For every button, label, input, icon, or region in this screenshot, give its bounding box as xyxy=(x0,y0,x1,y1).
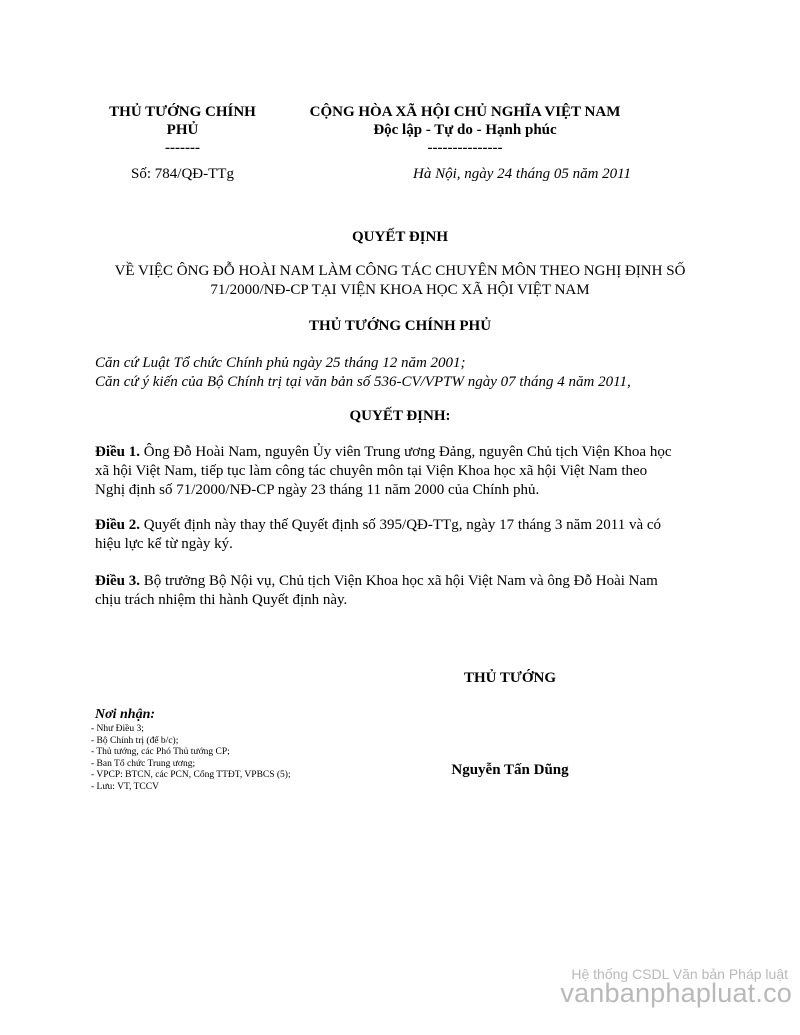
article-2-line-1: Quyết định này thay thế Quyết định số 395/QĐ-TTg, ngày 17 tháng 3 năm 2011 và có xyxy=(143,517,662,533)
document-subject xyxy=(80,262,720,300)
signatory-name: Nguyễn Tấn Dũng xyxy=(451,762,569,778)
article-3 xyxy=(95,572,715,610)
document-type: QUYẾT ĐỊNH xyxy=(352,229,448,245)
subject-line-1: VỀ VIỆC ÔNG ĐỖ HOÀI NAM LÀM CÔNG TÁC CHUYÊN MÔN THEO NGHỊ ĐỊNH SỐ xyxy=(114,263,686,279)
article-3-line-1: Bộ trưởng Bộ Nội vụ, Chủ tịch Viện Khoa học xã hội Việt Nam và ông Đỗ Hoài Nam xyxy=(143,573,658,589)
recipients-heading: Nơi nhận: xyxy=(95,707,156,722)
issuing-authority: THỦ TƯỚNG CHÍNH PHỦ xyxy=(308,318,492,334)
subject-line-2: 71/2000/NĐ-CP TẠI VIỆN KHOA HỌC XÃ HỘI VIỆT NAM xyxy=(210,282,590,298)
article-1-line-3: Nghị định số 71/2000/NĐ-CP ngày 23 tháng 11 năm 2000 của Chính phủ. xyxy=(95,482,540,498)
recipients-list xyxy=(91,724,391,793)
place-date: Hà Nội, ngày 24 tháng 05 năm 2011 xyxy=(413,166,632,182)
recipient-item: - Bộ Chính trị (để b/c); xyxy=(91,735,179,746)
article-3-line-2: chịu trách nhiệm thi hành Quyết định này. xyxy=(95,592,348,608)
article-2-line-2: hiệu lực kể từ ngày ký. xyxy=(95,536,233,552)
document-number: Số: 784/QĐ-TTg xyxy=(131,166,234,182)
recipient-item: - Thủ tướng, các Phó Thủ tướng CP; xyxy=(91,747,230,757)
national-heading xyxy=(280,103,650,157)
agency-line-1: THỦ TƯỚNG CHÍNH xyxy=(109,104,256,120)
recipient-item: - Như Điều 3; xyxy=(91,724,144,734)
recipient-item: - VPCP: BTCN, các PCN, Cổng TTĐT, VPBCS (5); xyxy=(91,770,291,780)
legal-basis xyxy=(95,354,715,392)
legal-basis-1: Căn cứ Luật Tổ chức Chính phủ ngày 25 tháng 12 năm 2001; xyxy=(95,355,466,371)
decision-heading: QUYẾT ĐỊNH: xyxy=(349,408,451,424)
article-2 xyxy=(95,516,715,554)
signatory-title: THỦ TƯỚNG xyxy=(463,670,557,686)
article-3-label: Điều 3. xyxy=(95,573,140,589)
watermark-caption: Hệ thống CSDL Văn bản Pháp luật xyxy=(571,966,788,982)
issuing-agency xyxy=(95,103,270,157)
article-1-line-2: xã hội Việt Nam, tiếp tục làm công tác chuyên môn tại Viện Khoa học xã hội Việt Nam theo xyxy=(95,463,648,479)
recipient-item: - Lưu: VT, TCCV xyxy=(91,781,159,792)
article-2-label: Điều 2. xyxy=(95,517,140,533)
nation-name: CỘNG HÒA XÃ HỘI CHỦ NGHĨA VIỆT NAM xyxy=(309,104,621,120)
motto-rule: --------------- xyxy=(427,140,503,156)
national-motto: Độc lập - Tự do - Hạnh phúc xyxy=(373,122,557,138)
article-1 xyxy=(95,443,715,500)
legal-basis-2: Căn cứ ý kiến của Bộ Chính trị tại văn bản số 536-CV/VPTW ngày 07 tháng 4 năm 2011, xyxy=(95,374,631,390)
agency-line-2: PHỦ xyxy=(166,122,199,138)
article-1-line-1: Ông Đỗ Hoài Nam, nguyên Ủy viên Trung ương Đảng, nguyên Chủ tịch Viện Khoa học xyxy=(143,444,672,460)
recipient-item: - Ban Tổ chức Trung ương; xyxy=(91,758,196,769)
article-1-label: Điều 1. xyxy=(95,444,140,460)
agency-rule: ------- xyxy=(165,140,200,156)
watermark-site: vanbanphapluat.co xyxy=(560,978,792,1008)
